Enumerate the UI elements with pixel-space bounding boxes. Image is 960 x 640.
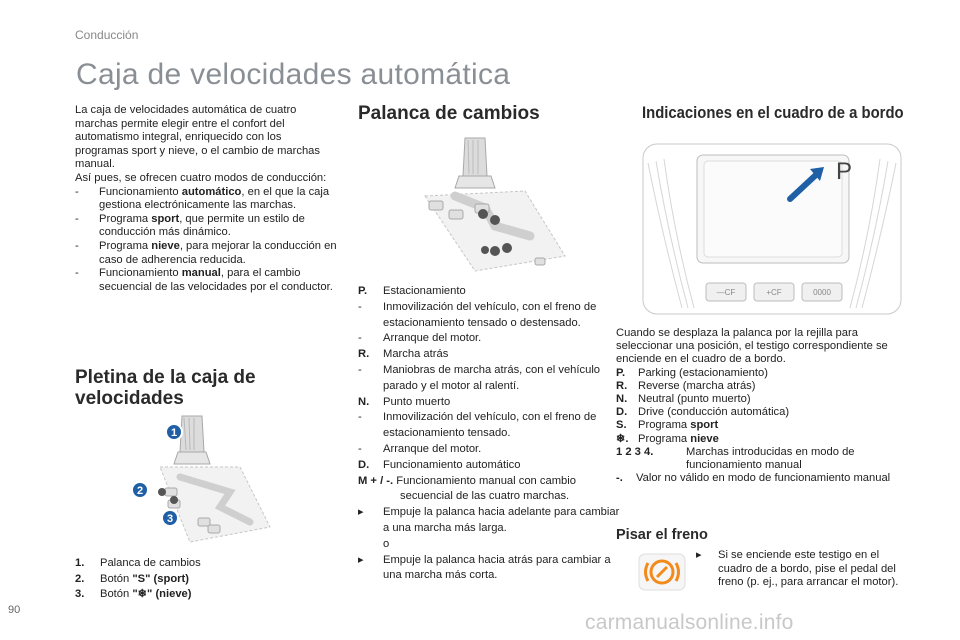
- callout-1: [166, 424, 182, 440]
- intro-section: [75, 104, 337, 294]
- freno-text-block: [696, 549, 906, 590]
- indicator-item: 1 2 3 4. Marchas introducidas en modo de funcionamiento manual: [616, 445, 855, 472]
- gearbox-plate-illustration: [120, 412, 280, 552]
- svg-text:+CF: +CF: [766, 288, 782, 297]
- callout-3: [162, 510, 178, 526]
- indicator-item: P. Parking (estacionamiento): [616, 366, 768, 379]
- position-item: R. Marcha atrás: [358, 348, 449, 361]
- intro-modes-lead: Así pues, se ofrecen cuatro modos de conducción:: [75, 171, 327, 184]
- lever-positions: [358, 284, 620, 584]
- push-back-item: ▸ Empuje la palanca hacia atrás para cambiar a una marcha más corta.: [358, 553, 611, 582]
- instrument-cluster-illustration: [642, 143, 902, 315]
- arrow-bullet-icon: ▸: [696, 549, 702, 561]
- gear-lever-illustration: [415, 136, 575, 276]
- svg-text:3: 3: [166, 513, 174, 525]
- mode-item: - Programa sport, que permite un estilo de conducción más dinámico.: [75, 212, 305, 239]
- callout-2: [132, 482, 148, 498]
- manual-mode-item: M + / -. Funcionamiento manual con cambio secuencial de las cuatro marchas.: [358, 474, 576, 503]
- indicator-item: S. Programa sport: [616, 419, 719, 432]
- mode-item: - Funcionamiento manual, para el cambio secuencial de las velocidades por el conductor.: [75, 267, 333, 293]
- freno-item: ▸ Si se enciende este testigo en el cuadro de a bordo, pise el pedal del freno (p. ej., para arrancar el motor).: [696, 549, 899, 589]
- position-detail: - Maniobras de marcha atrás, con el vehículo parado y el motor al ralentí.: [358, 363, 601, 392]
- indicator-item: R. Reverse (marcha atrás): [616, 379, 756, 392]
- position-detail: - Inmovilización del vehículo, con el freno de estacionamiento tensado o destensado.: [358, 300, 597, 329]
- indicator-intro: Cuando se desplaza la palanca por la rejilla para seleccionar una posición, el testigo correspondiente se enciende en el cuadro de a bordo.: [616, 327, 888, 366]
- position-detail: - Arranque del motor.: [358, 442, 482, 455]
- page-number: 90: [8, 604, 21, 616]
- legend-item: 1. Palanca de cambios: [75, 557, 201, 569]
- svg-text:1: 1: [170, 427, 178, 439]
- position-detail: - Inmovilización del vehículo, con el freno de estacionamiento tensado.: [358, 411, 597, 440]
- gear-indicator-letter: P: [836, 158, 853, 185]
- svg-text:2: 2: [136, 485, 144, 497]
- svg-text:0000: 0000: [813, 288, 831, 297]
- position-item: N. Punto muerto: [358, 395, 451, 408]
- svg-text:—CF: —CF: [716, 288, 736, 297]
- mode-item: - Funcionamiento automático, en el que la caja gestiona electrónicamente las marchas.: [75, 185, 330, 212]
- indicator-explanations: [616, 327, 908, 485]
- position-item: D. Funcionamiento automático: [358, 458, 521, 471]
- push-forward-item: ▸ Empuje la palanca hacia adelante para cambiar a una marcha más larga.: [358, 506, 620, 534]
- intro-paragraph: La caja de velocidades automática de cuatro marchas permite elegir entre el confort del automatismo integral, enriquecido con los programas sport y nieve, o el cambio de marchas manual.: [75, 104, 320, 171]
- arrow-bullet-icon: ▸: [358, 553, 364, 566]
- watermark: carmanualsonline.info: [585, 611, 794, 634]
- legend-item: 3. Botón "❄" (nieve): [75, 588, 192, 600]
- legend-item: 2. Botón "S" (sport): [75, 572, 189, 585]
- position-detail: - Arranque del motor.: [358, 332, 482, 345]
- pletina-legend: [75, 556, 335, 603]
- indicaciones-heading: Indicaciones en el cuadro de a bordo: [642, 104, 904, 122]
- position-item: P. Estacionamiento: [358, 285, 466, 297]
- mode-item: - Programa nieve, para mejorar la conducción en caso de adherencia reducida.: [75, 239, 337, 266]
- page-title: Caja de velocidades automática: [76, 58, 511, 91]
- section-label: Conducción: [75, 28, 139, 42]
- freno-heading: Pisar el freno: [616, 527, 708, 543]
- arrow-bullet-icon: ▸: [358, 506, 364, 519]
- pletina-heading: Pletina de la caja de velocidades: [75, 367, 256, 409]
- palanca-heading: Palanca de cambios: [358, 103, 540, 124]
- brake-warning-icon: [638, 553, 686, 591]
- indicator-item: N. Neutral (punto muerto): [616, 393, 751, 406]
- indicator-item: D. Drive (conducción automática): [616, 406, 790, 419]
- or-separator: o: [383, 537, 390, 550]
- indicator-item: -. Valor no válido en modo de funcionamiento manual: [616, 472, 891, 485]
- indicator-item: ❄. Programa nieve: [616, 432, 719, 445]
